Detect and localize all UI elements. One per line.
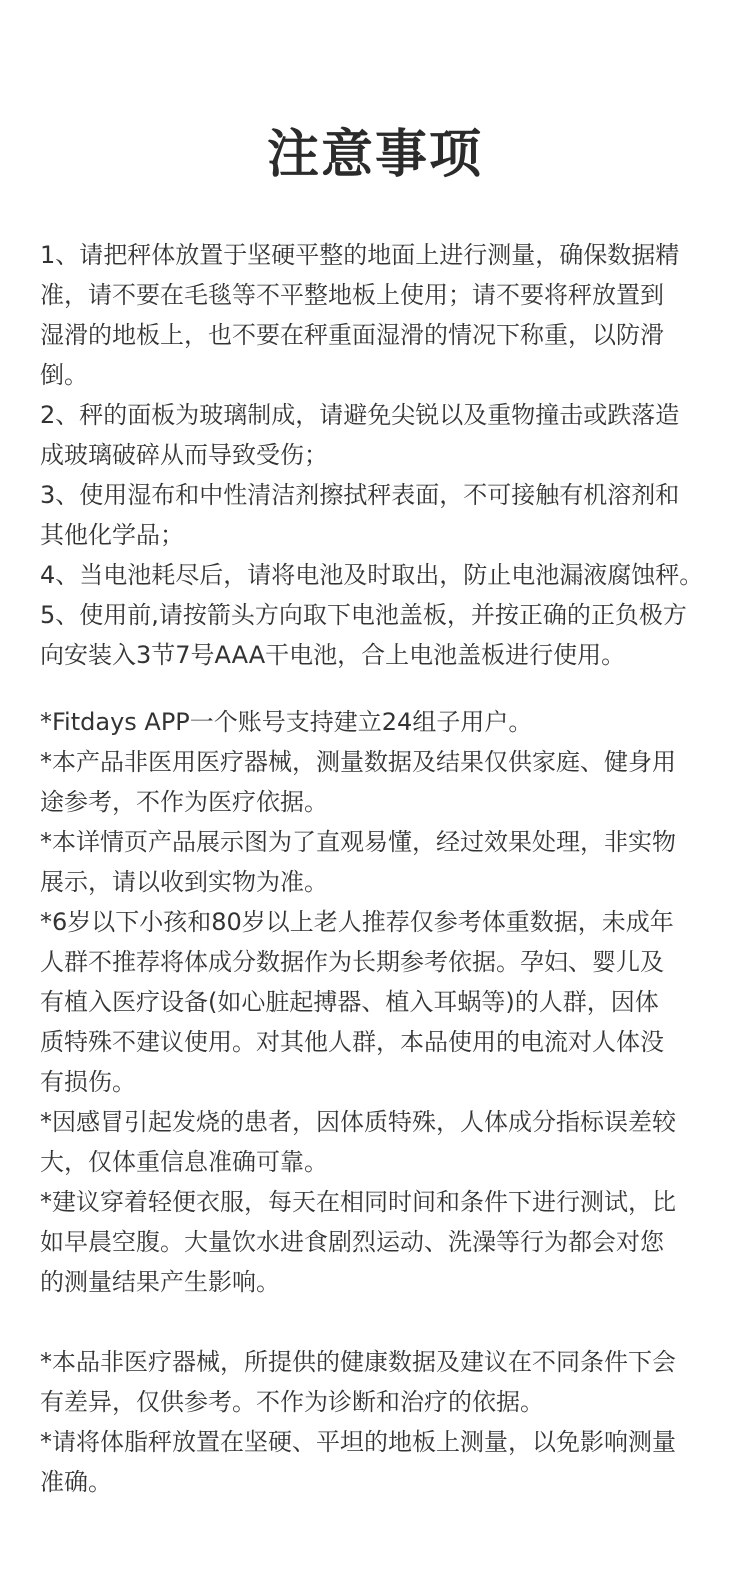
disclaimer-item: *因感冒引起发烧的患者，因体质特殊，人体成分指标误差较 大，仅体重信息准确可靠。: [40, 1108, 676, 1176]
disclaimer-item: *请将体脂秤放置在坚硬、平坦的地板上测量，以免影响测量 准确。: [40, 1428, 676, 1496]
note-item: 2、秤的面板为玻璃制成，请避免尖锐以及重物撞击或跌落造 成玻璃破碎从而导致受伤；: [40, 401, 680, 469]
disclaimer-item: *6岁以下小孩和80岁以上老人推荐仅参考体重数据，未成年 人群不推荐将体成分数据作为长期参考依据。孕妇、婴儿及 有植入医疗设备(如心脏起搏器、植入耳蜗等)的人群，因体 质特殊不建议使用。对其他人群，本品使用的电流对人体没 有损伤。: [40, 908, 674, 1096]
note-item: 1、请把秤体放置于坚硬平整的地面上进行测量，确保数据精 准，请不要在毛毯等不平整地板上使用；请不要将秤放置到 湿滑的地板上，也不要在秤重面湿滑的情况下称重，以防滑 倒。: [40, 241, 680, 389]
medical-disclaimer-section: [40, 1342, 720, 1502]
disclaimer-item: *Fitdays APP一个账号支持建立24组子用户。: [40, 708, 533, 736]
disclaimer-item: *本详情页产品展示图为了直观易懂，经过效果处理，非实物 展示，请以收到实物为准。: [40, 828, 676, 896]
disclaimer-item: *建议穿着轻便衣服，每天在相同时间和条件下进行测试，比 如早晨空腹。大量饮水进食剧烈运动、洗澡等行为都会对您 的测量结果产生影响。: [40, 1188, 676, 1296]
disclaimer-item: *本品非医疗器械，所提供的健康数据及建议在不同条件下会 有差异，仅供参考。不作为诊断和治疗的依据。: [40, 1348, 676, 1416]
note-item: 3、使用湿布和中性清洁剂擦拭秤表面，不可接触有机溶剂和 其他化学品；: [40, 481, 680, 549]
note-item: 4、当电池耗尽后，请将电池及时取出，防止电池漏液腐蚀秤。: [40, 561, 704, 589]
disclaimer-section: [40, 702, 720, 1302]
usage-notes-section: [40, 235, 720, 675]
disclaimer-item: *本产品非医用医疗器械，测量数据及结果仅供家庭、健身用 途参考，不作为医疗依据。: [40, 748, 676, 816]
note-item: 5、使用前,请按箭头方向取下电池盖板，并按正确的正负极方 向安装入3节7号AAA干电池，合上电池盖板进行使用。: [40, 601, 687, 669]
page-title: 注意事项: [266, 125, 483, 185]
